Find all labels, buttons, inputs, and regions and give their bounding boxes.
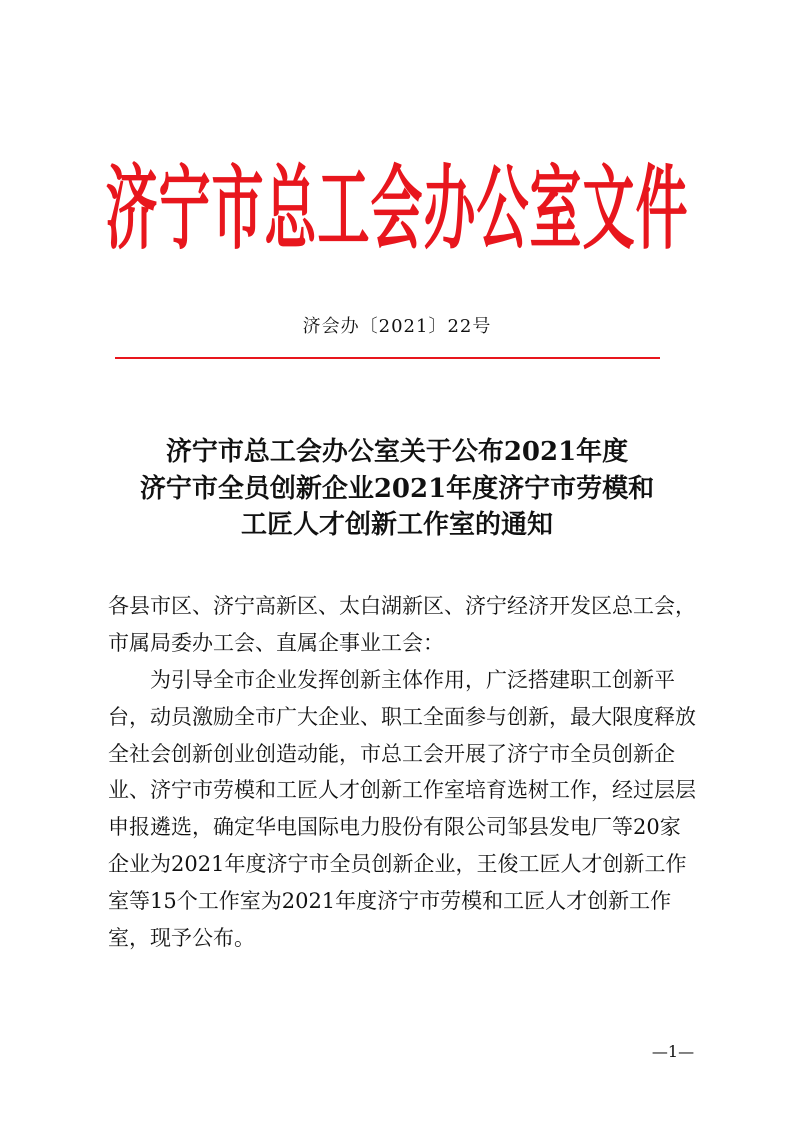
red-divider-line <box>115 357 660 359</box>
body-line: 全社会创新创业创造动能，市总工会开展了济宁市全员创新企 <box>108 741 675 766</box>
body-line: 企业为2021年度济宁市全员创新企业，王俊工匠人才创新工作 <box>108 852 687 877</box>
body-line: 室，现予公布。 <box>108 926 255 951</box>
title-line: 济宁市总工会办公室关于公布2021年度 <box>165 437 629 467</box>
notice-title <box>0 434 794 544</box>
title-line: 工匠人才创新工作室的通知 <box>240 510 553 540</box>
body-line: 业、济宁市劳模和工匠人才创新工作室培育选树工作，经过层层 <box>108 778 696 803</box>
body-line: 室等15个工作室为2021年度济宁市劳模和工匠人才创新工作 <box>108 889 672 914</box>
body-line: 市属局委办工会、直属企事业工会： <box>108 630 444 655</box>
notice-body <box>108 588 698 957</box>
document-number: 济会办〔2021〕22号 <box>302 316 492 337</box>
body-line: 台，动员激励全市广大企业、职工全面参与创新，最大限度释放 <box>108 704 696 729</box>
title-line: 济宁市全员创新企业2021年度济宁市劳模和 <box>139 473 655 504</box>
page-number: —1— <box>651 1042 695 1061</box>
document-masthead <box>0 150 794 270</box>
body-line: 申报遴选，确定华电国际电力股份有限公司邹县发电厂等20家 <box>108 815 681 840</box>
body-line: 各县市区、济宁高新区、太白湖新区、济宁经济开发区总工会， <box>108 594 696 618</box>
body-line: 为引导全市企业发挥创新主体作用，广泛搭建职工创新平 <box>108 667 675 692</box>
masthead-title: 济宁市总工会办公室文件 <box>105 157 689 263</box>
